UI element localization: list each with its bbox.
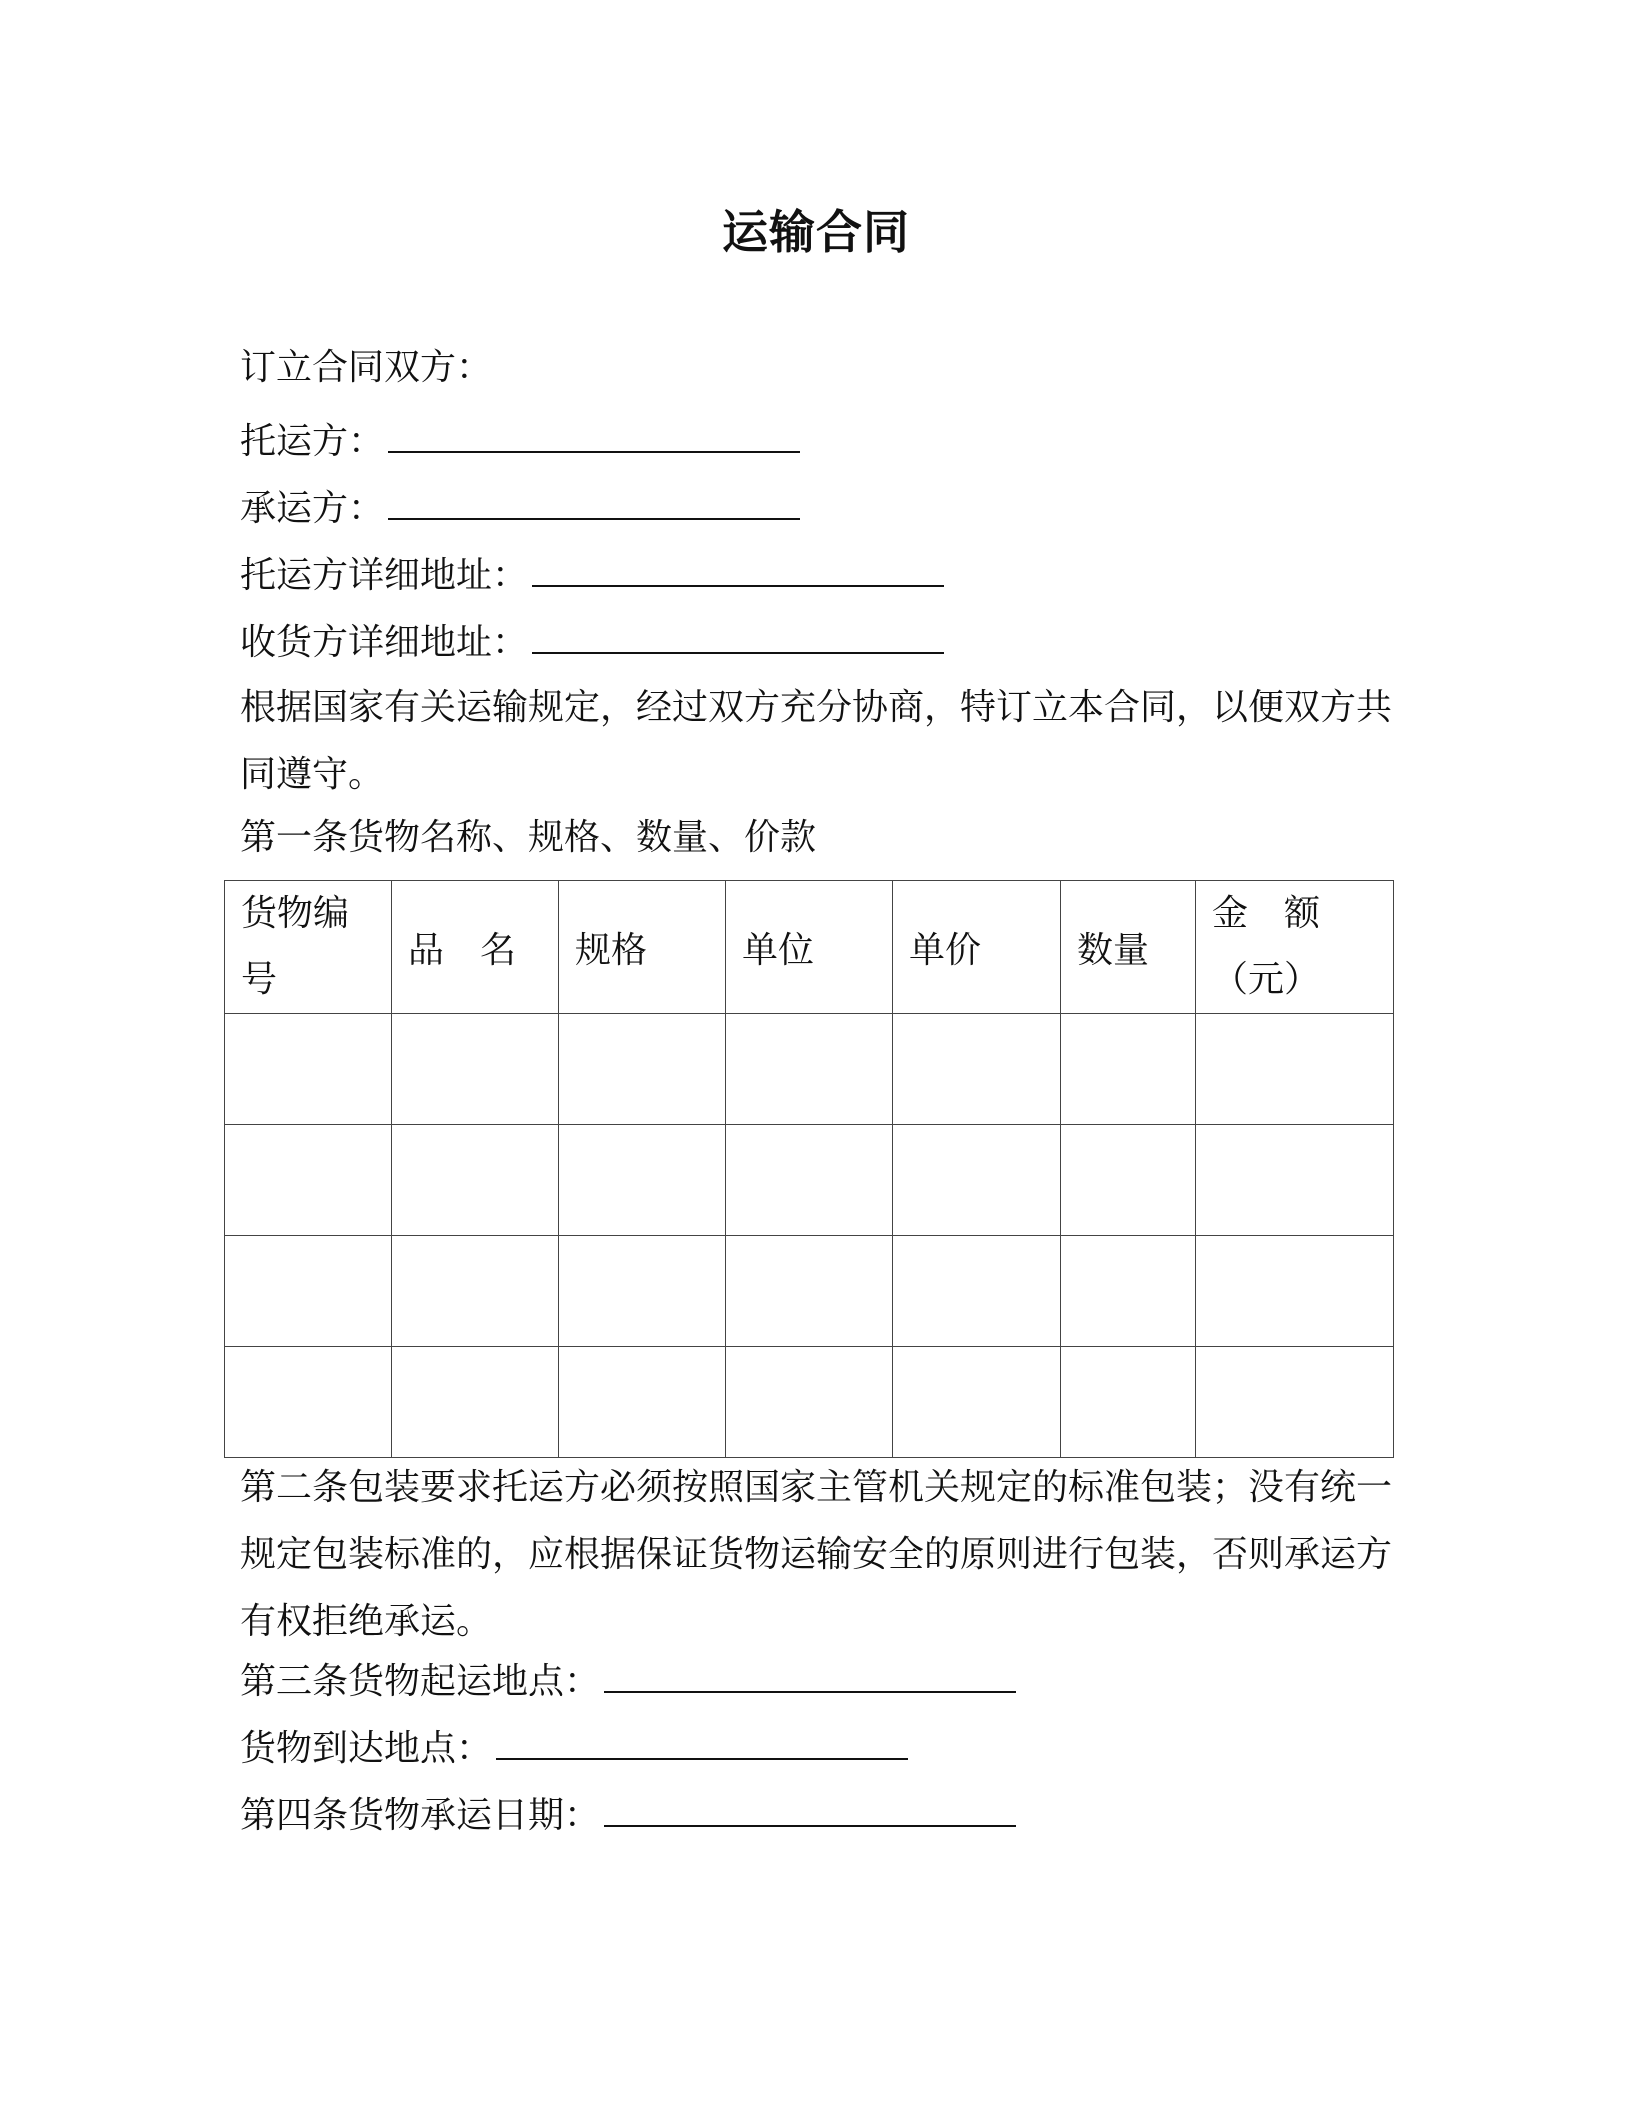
table-cell[interactable] [392,1014,559,1125]
article-1-heading [240,817,817,858]
parties-heading-text: 订立合同双方： [240,347,493,388]
carrier-blank[interactable] [388,518,800,520]
table-cell[interactable] [392,1236,559,1347]
header-unit-price: 单价 [893,881,1061,1014]
table-cell[interactable] [225,1125,392,1236]
table-row [225,1347,1394,1458]
header-product-name: 品 名 [392,881,559,1014]
origin-blank[interactable] [604,1691,1016,1693]
table-cell[interactable] [559,1236,726,1347]
article-4-label: 第四条货物承运日期： [240,1795,601,1836]
table-cell[interactable] [893,1125,1061,1236]
article-1-text: 第一条货物名称、规格、数量、价款 [240,817,817,858]
header-amount [1196,881,1394,1014]
shipper-address-label: 托运方详细地址： [240,555,529,596]
table-cell[interactable] [225,1014,392,1125]
table-cell[interactable] [1196,1014,1394,1125]
header-specification: 规格 [559,881,726,1014]
table-cell[interactable] [1061,1014,1196,1125]
shipper-line [240,421,800,462]
consignee-address-blank[interactable] [532,652,944,654]
carrier-label: 承运方： [240,488,385,529]
table-row [225,1014,1394,1125]
shipper-address-line [240,555,944,596]
destination-line [240,1728,908,1769]
shipper-blank[interactable] [388,451,800,453]
header-quantity: 数量 [1061,881,1196,1014]
table-cell[interactable] [225,1347,392,1458]
table-row [225,1236,1394,1347]
table-cell[interactable] [893,1236,1061,1347]
table-cell[interactable] [893,1014,1061,1125]
table-cell[interactable] [1196,1125,1394,1236]
table-cell[interactable] [392,1125,559,1236]
article-3-line [240,1661,1016,1702]
table-cell[interactable] [893,1347,1061,1458]
preamble-paragraph: 根据国家有关运输规定，经过双方充分协商，特订立本合同，以便双方共同遵守。 [240,687,1393,795]
header-goods-number [225,881,392,1014]
table-header-row [225,881,1394,1014]
header-goods-number-text: 货物编号 [241,893,350,1000]
goods-table [224,880,1394,1458]
table-cell[interactable] [1061,1347,1196,1458]
table-cell[interactable] [225,1236,392,1347]
table-cell[interactable] [1196,1347,1394,1458]
document-title: 运输合同 [722,205,910,259]
table-cell[interactable] [726,1014,893,1125]
destination-blank[interactable] [496,1758,908,1760]
table-cell[interactable] [1061,1236,1196,1347]
article-4-line [240,1795,1016,1836]
table-cell[interactable] [726,1236,893,1347]
shipper-address-blank[interactable] [532,585,944,587]
carrier-line [240,488,800,529]
destination-label: 货物到达地点： [240,1728,493,1769]
table-cell[interactable] [559,1014,726,1125]
table-cell[interactable] [1061,1125,1196,1236]
header-unit: 单位 [726,881,893,1014]
table-row [225,1125,1394,1236]
consignee-address-label: 收货方详细地址： [240,622,529,663]
parties-heading [240,347,493,388]
table-cell[interactable] [559,1347,726,1458]
shipping-date-blank[interactable] [604,1825,1016,1827]
table-cell[interactable] [392,1347,559,1458]
header-amount-text: 金 额（元） [1212,893,1321,1000]
shipper-label: 托运方： [240,421,385,462]
table-cell[interactable] [726,1347,893,1458]
table-cell[interactable] [1196,1236,1394,1347]
table-cell[interactable] [726,1125,893,1236]
table-cell[interactable] [559,1125,726,1236]
article-2-paragraph: 第二条包装要求托运方必须按照国家主管机关规定的标准包装；没有统一规定包装标准的，应根据保证货物运输安全的原则进行包装，否则承运方有权拒绝承运。 [240,1467,1393,1642]
article-3-label: 第三条货物起运地点： [240,1661,601,1702]
consignee-address-line [240,622,944,663]
